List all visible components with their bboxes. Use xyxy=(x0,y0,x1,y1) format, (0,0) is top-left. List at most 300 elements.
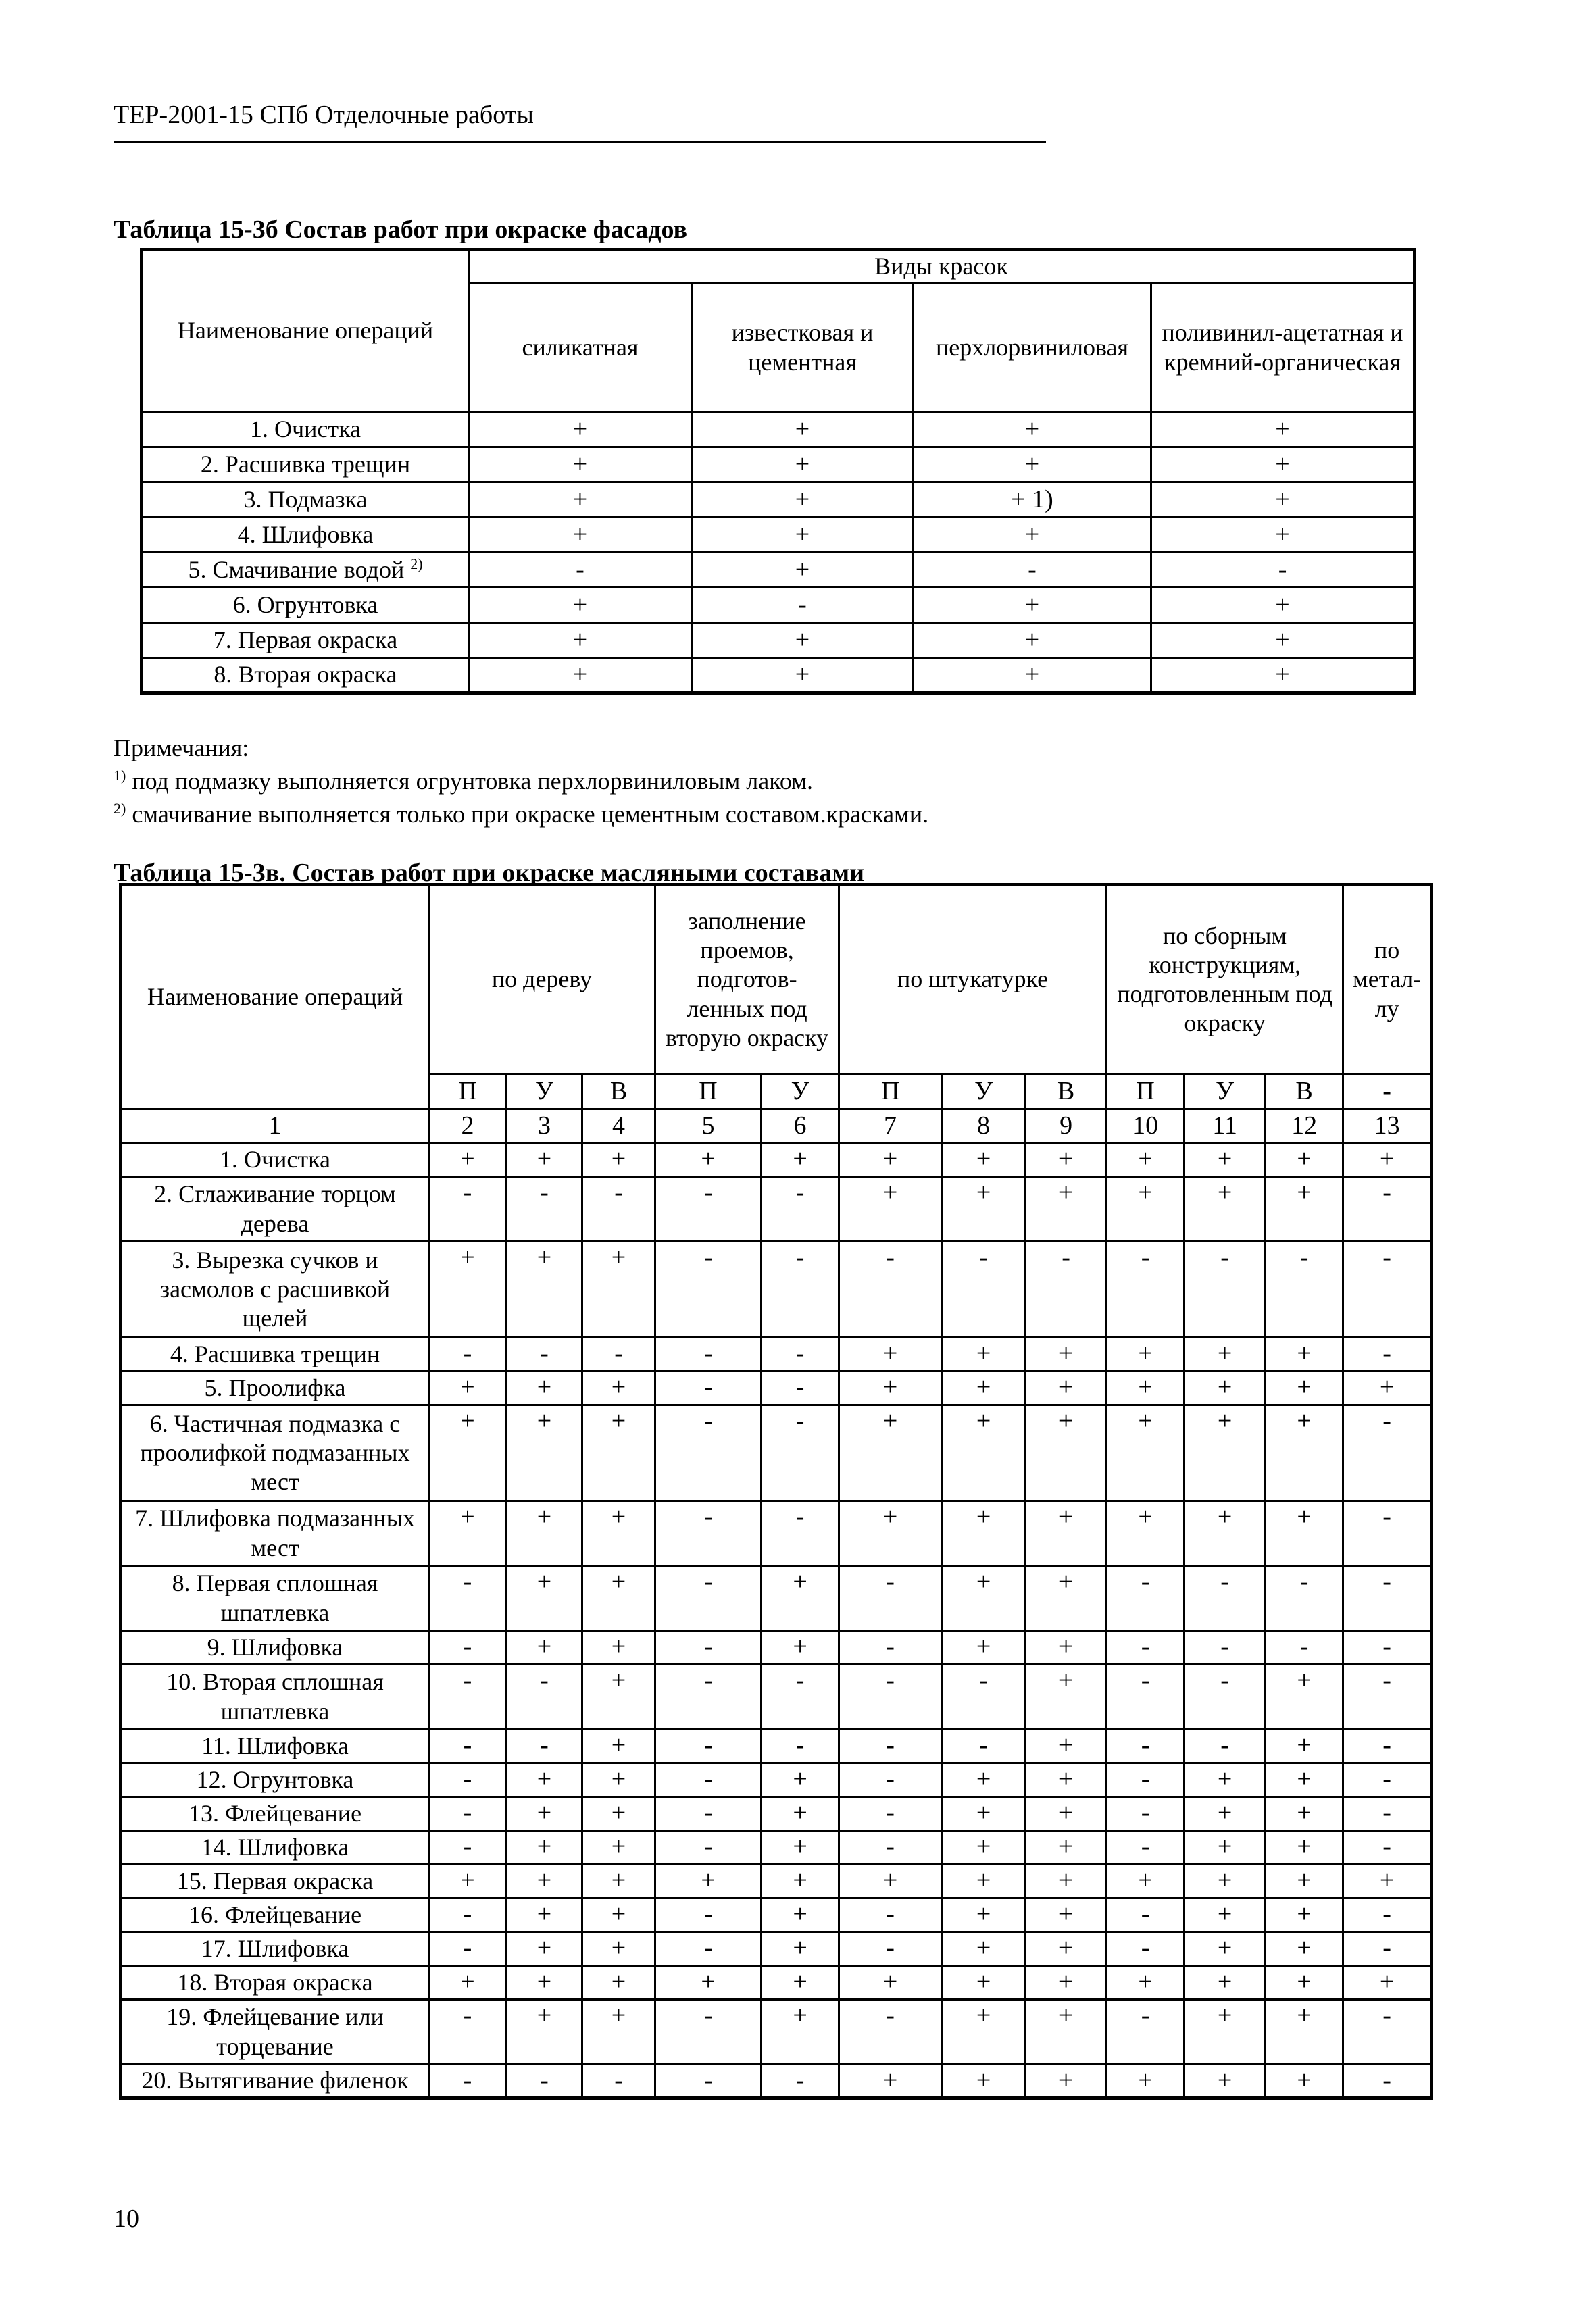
t2-cell: + xyxy=(429,1143,507,1177)
t1-row-label: 3. Подмазка xyxy=(243,485,368,513)
t2-cell: - xyxy=(839,1730,942,1763)
t2-cell: + xyxy=(1107,1143,1184,1177)
t1-row xyxy=(142,482,1415,518)
t2-cell: - xyxy=(655,1501,762,1566)
t2-cell: + xyxy=(582,2000,655,2065)
t1-cell: + xyxy=(1151,658,1415,693)
t1-row xyxy=(142,588,1415,623)
t1-row xyxy=(142,447,1415,482)
t2-cell: - xyxy=(1343,2000,1432,2065)
t2-cell: + xyxy=(1026,1797,1107,1831)
t2-cell: - xyxy=(1343,1242,1432,1338)
t2-cell: - xyxy=(762,1338,839,1372)
t2-cell: - xyxy=(1343,1831,1432,1865)
t2-cell: - xyxy=(655,2065,762,2098)
t2-cell: + xyxy=(582,1501,655,1566)
t2-cell: + xyxy=(839,1865,942,1898)
t2-cell: - xyxy=(1107,1763,1184,1797)
t2-cell: - xyxy=(762,1730,839,1763)
note-mark: 2) xyxy=(114,799,126,817)
t2-cell: - xyxy=(655,1898,762,1932)
t2-cell: + xyxy=(1026,1763,1107,1797)
t1-cell: + xyxy=(1151,412,1415,447)
t1-cell: - xyxy=(692,588,914,623)
t2-cell: + xyxy=(762,1865,839,1898)
t2-row-name: 15. Первая окраска xyxy=(121,1865,429,1898)
t2-group-header: по дереву xyxy=(429,885,655,1074)
t2-row xyxy=(121,1831,1432,1865)
t2-row xyxy=(121,1372,1432,1405)
t2-cell: + xyxy=(1343,1865,1432,1898)
t2-cell: + xyxy=(942,1143,1026,1177)
t2-cell: + xyxy=(1107,1177,1184,1242)
t2-cell: - xyxy=(655,1797,762,1831)
t2-cell: + xyxy=(1184,1865,1266,1898)
t2-cell: - xyxy=(1107,1566,1184,1631)
t2-cell: + xyxy=(1184,1797,1266,1831)
t2-cell: + xyxy=(942,1932,1026,1966)
t2-subheader: П xyxy=(429,1074,507,1109)
t1-cell: + 1) xyxy=(914,482,1151,518)
t2-row xyxy=(121,1338,1432,1372)
t2-cell: - xyxy=(429,1177,507,1242)
t2-cell: + xyxy=(582,1966,655,2000)
t2-cell: + xyxy=(1266,1865,1343,1898)
t2-cell: - xyxy=(1107,1831,1184,1865)
t2-cell: - xyxy=(1184,1730,1266,1763)
t2-number-row xyxy=(121,1109,1432,1143)
t2-cell: + xyxy=(507,1797,582,1831)
t2-cell: - xyxy=(839,1898,942,1932)
t1-cell: + xyxy=(469,588,692,623)
t1-cell: + xyxy=(914,412,1151,447)
t2-cell: + xyxy=(582,1831,655,1865)
t2-cell: - xyxy=(1184,1242,1266,1338)
t2-cell: + xyxy=(942,1338,1026,1372)
t2-cell: + xyxy=(942,1405,1026,1501)
t2-row-name: 9. Шлифовка xyxy=(121,1631,429,1665)
t2-cell: + xyxy=(762,1631,839,1665)
table1-title: Таблица 15-3б Состав работ при окраске фасадов xyxy=(114,216,688,244)
t2-cell: - xyxy=(429,1763,507,1797)
t2-cell: - xyxy=(655,1932,762,1966)
t2-subheader: - xyxy=(1343,1074,1432,1109)
t2-cell: - xyxy=(429,1898,507,1932)
t2-cell: - xyxy=(582,1177,655,1242)
t2-cell: + xyxy=(429,1405,507,1501)
t1-cell: + xyxy=(692,553,914,588)
t1-row-label: 6. Огрунтовка xyxy=(232,590,378,618)
t2-cell: + xyxy=(582,1763,655,1797)
t2-cell: - xyxy=(839,1566,942,1631)
t2-cell: + xyxy=(762,1797,839,1831)
t2-cell: + xyxy=(942,1501,1026,1566)
t2-cell: - xyxy=(1343,1338,1432,1372)
t2-cell: + xyxy=(1343,1143,1432,1177)
t2-cell: - xyxy=(762,1372,839,1405)
t2-cell: + xyxy=(429,1865,507,1898)
t1-cell: + xyxy=(692,518,914,553)
t1-cell: + xyxy=(469,623,692,658)
t2-cell: + xyxy=(1184,1966,1266,2000)
t2-cell: - xyxy=(507,1730,582,1763)
t2-cell: + xyxy=(1026,1372,1107,1405)
t1-row-label: 4. Шлифовка xyxy=(237,520,374,548)
t2-cell: + xyxy=(942,1177,1026,1242)
t2-cell: + xyxy=(1184,1372,1266,1405)
t2-cell: + xyxy=(507,1966,582,2000)
t2-cell: + xyxy=(507,1242,582,1338)
t2-cell: + xyxy=(582,1631,655,1665)
t2-cell: - xyxy=(1343,1730,1432,1763)
t2-cell: - xyxy=(1266,1242,1343,1338)
t1-cell: + xyxy=(1151,447,1415,482)
t2-cell: + xyxy=(1266,1501,1343,1566)
t2-cell: + xyxy=(942,1763,1026,1797)
t2-cell: + xyxy=(1026,1730,1107,1763)
t2-cell: - xyxy=(507,1665,582,1730)
t2-col-number: 4 xyxy=(582,1109,655,1143)
t2-cell: + xyxy=(1343,1372,1432,1405)
t2-cell: + xyxy=(762,1143,839,1177)
t2-cell: + xyxy=(507,1898,582,1932)
t1-cell: + xyxy=(914,447,1151,482)
t2-cell: + xyxy=(507,1932,582,1966)
t2-col-number: 10 xyxy=(1107,1109,1184,1143)
header-rule xyxy=(114,141,1046,143)
t2-group-header: заполнение проемов, подготов-ленных под вторую окраску xyxy=(655,885,839,1074)
t2-cell: + xyxy=(762,1966,839,2000)
t2-cell: + xyxy=(1266,1763,1343,1797)
t2-col-number: 3 xyxy=(507,1109,582,1143)
t2-cell: + xyxy=(1266,1143,1343,1177)
t2-cell: + xyxy=(507,1865,582,1898)
t2-cell: - xyxy=(1266,1631,1343,1665)
t2-cell: + xyxy=(1107,2065,1184,2098)
footnote-mark: 2) xyxy=(410,555,423,572)
t2-cell: - xyxy=(429,1831,507,1865)
t1-row-name xyxy=(142,658,469,693)
t2-cell: + xyxy=(1266,1797,1343,1831)
t2-cell: - xyxy=(655,1566,762,1631)
t2-cell: - xyxy=(655,1763,762,1797)
t2-cell: + xyxy=(1026,2000,1107,2065)
t1-header-row-1 xyxy=(142,250,1415,284)
t2-cell: + xyxy=(1026,1566,1107,1631)
t2-cell: - xyxy=(507,1338,582,1372)
t2-cell: + xyxy=(507,1831,582,1865)
notes xyxy=(114,732,928,831)
t1-row-name xyxy=(142,588,469,623)
t2-col-number: 12 xyxy=(1266,1109,1343,1143)
t1-col-header: силикатная xyxy=(469,284,692,412)
t2-cell: - xyxy=(1184,1631,1266,1665)
t1-cell: + xyxy=(692,623,914,658)
t2-cell: + xyxy=(655,1966,762,2000)
t2-row xyxy=(121,1730,1432,1763)
t1-cell: + xyxy=(914,658,1151,693)
t2-cell: - xyxy=(582,2065,655,2098)
t2-cell: + xyxy=(582,1932,655,1966)
t2-subheader: У xyxy=(762,1074,839,1109)
t2-cell: + xyxy=(507,1631,582,1665)
t2-cell: - xyxy=(507,2065,582,2098)
table2-oil-painting xyxy=(119,883,1433,2100)
t2-cell: - xyxy=(655,1338,762,1372)
t2-subheader: У xyxy=(507,1074,582,1109)
t2-row xyxy=(121,1898,1432,1932)
t1-row-label: 2. Расшивка трещин xyxy=(200,450,411,478)
t2-cell: - xyxy=(839,1763,942,1797)
t1-cell: + xyxy=(692,482,914,518)
t2-cell: - xyxy=(1343,1566,1432,1631)
t2-cell: + xyxy=(942,1966,1026,2000)
t2-col-number: 8 xyxy=(942,1109,1026,1143)
t2-cell: + xyxy=(1266,2065,1343,2098)
t1-cell: + xyxy=(469,447,692,482)
t2-cell: - xyxy=(1107,1631,1184,1665)
t2-cell: + xyxy=(1026,1665,1107,1730)
t2-cell: + xyxy=(507,2000,582,2065)
t2-cell: - xyxy=(1343,1665,1432,1730)
notes-title: Примечания: xyxy=(114,734,249,761)
t2-cell: + xyxy=(1184,2000,1266,2065)
t2-cell: - xyxy=(429,1730,507,1763)
table2-title: Таблица 15-3в. Состав работ при окраске масляными составами xyxy=(114,859,864,887)
t2-row xyxy=(121,1665,1432,1730)
t2-cell: + xyxy=(582,1242,655,1338)
t2-cell: + xyxy=(507,1405,582,1501)
t2-cell: + xyxy=(1343,1966,1432,2000)
t2-row-name: 3. Вырезка сучков и засмолов с расшивкой щелей xyxy=(121,1242,429,1338)
t2-cell: - xyxy=(429,2000,507,2065)
t2-row-name: 13. Флейцевание xyxy=(121,1797,429,1831)
t2-cell: + xyxy=(1026,1631,1107,1665)
t2-cell: - xyxy=(1107,1898,1184,1932)
t2-cell: + xyxy=(1266,1831,1343,1865)
t2-cell: + xyxy=(507,1763,582,1797)
t2-subheader: В xyxy=(1266,1074,1343,1109)
t2-cell: - xyxy=(429,1566,507,1631)
t2-cell: + xyxy=(1107,1865,1184,1898)
t2-cell: + xyxy=(1026,1966,1107,2000)
t2-cell: - xyxy=(1266,1566,1343,1631)
t1-cell: + xyxy=(914,623,1151,658)
t1-cell: + xyxy=(914,518,1151,553)
t2-cell: + xyxy=(1184,1143,1266,1177)
t2-cell: + xyxy=(1107,1501,1184,1566)
t1-row xyxy=(142,658,1415,693)
t2-cell: - xyxy=(1184,1566,1266,1631)
t1-row-label: 1. Очистка xyxy=(249,415,361,443)
t2-cell: + xyxy=(1026,1338,1107,1372)
t1-row-label: 5. Смачивание водой xyxy=(188,555,405,583)
t2-cell: + xyxy=(942,1631,1026,1665)
t1-cell: + xyxy=(692,658,914,693)
t2-cell: + xyxy=(942,1372,1026,1405)
t1-cell: + xyxy=(692,447,914,482)
t2-cell: + xyxy=(582,1797,655,1831)
t2-cell: + xyxy=(762,1898,839,1932)
t1-op-header: Наименование операций xyxy=(142,250,469,412)
document-header: ТЕР-2001-15 СПб Отделочные работы xyxy=(114,101,534,129)
t2-cell: - xyxy=(1343,1631,1432,1665)
t2-cell: + xyxy=(1266,2000,1343,2065)
note-item xyxy=(114,765,928,798)
t1-cell: + xyxy=(692,412,914,447)
t2-cell: + xyxy=(1266,1932,1343,1966)
t2-col-number: 5 xyxy=(655,1109,762,1143)
t2-cell: - xyxy=(429,1665,507,1730)
t1-col-header: известковая и цементная xyxy=(692,284,914,412)
t2-cell: - xyxy=(762,1665,839,1730)
t2-row-name: 16. Флейцевание xyxy=(121,1898,429,1932)
t2-cell: + xyxy=(655,1143,762,1177)
t2-cell: + xyxy=(429,1966,507,2000)
t1-cell: - xyxy=(914,553,1151,588)
t1-row-label: 7. Первая окраска xyxy=(213,626,398,653)
table1-facade-painting xyxy=(140,248,1416,695)
t2-col-number: 13 xyxy=(1343,1109,1432,1143)
t2-cell: - xyxy=(1107,1797,1184,1831)
t2-subheader: У xyxy=(942,1074,1026,1109)
t1-cell: + xyxy=(469,482,692,518)
t2-cell: + xyxy=(1184,1932,1266,1966)
t2-cell: - xyxy=(655,1730,762,1763)
t2-row xyxy=(121,2065,1432,2098)
t2-cell: - xyxy=(582,1338,655,1372)
t2-row-name: 11. Шлифовка xyxy=(121,1730,429,1763)
t2-cell: - xyxy=(839,1831,942,1865)
t1-row xyxy=(142,553,1415,588)
t2-cell: + xyxy=(839,1177,942,1242)
t2-cell: - xyxy=(655,1242,762,1338)
t2-col-number: 2 xyxy=(429,1109,507,1143)
t2-cell: + xyxy=(1266,1405,1343,1501)
t2-subheader: П xyxy=(839,1074,942,1109)
t2-col-number: 6 xyxy=(762,1109,839,1143)
t1-row xyxy=(142,518,1415,553)
t2-row xyxy=(121,1501,1432,1566)
t2-cell: - xyxy=(942,1665,1026,1730)
t2-cell: - xyxy=(1107,2000,1184,2065)
t2-cell: + xyxy=(942,1566,1026,1631)
t2-cell: - xyxy=(429,1797,507,1831)
t2-cell: + xyxy=(839,2065,942,2098)
t2-row-name: 6. Частичная подмазка с проолифкой подмазанных мест xyxy=(121,1405,429,1501)
t2-cell: - xyxy=(429,1631,507,1665)
t2-cell: - xyxy=(1107,1730,1184,1763)
t2-cell: - xyxy=(655,2000,762,2065)
t2-cell: - xyxy=(1343,1501,1432,1566)
t2-cell: + xyxy=(839,1405,942,1501)
t2-cell: + xyxy=(1026,1898,1107,1932)
t2-row xyxy=(121,1177,1432,1242)
t2-cell: - xyxy=(1107,1242,1184,1338)
t2-cell: + xyxy=(1184,1405,1266,1501)
t2-cell: + xyxy=(942,1865,1026,1898)
t2-cell: + xyxy=(1184,2065,1266,2098)
t2-cell: - xyxy=(942,1730,1026,1763)
t2-subheader: У xyxy=(1184,1074,1266,1109)
t2-cell: + xyxy=(655,1865,762,1898)
t2-cell: - xyxy=(1343,1763,1432,1797)
t2-row-name: 17. Шлифовка xyxy=(121,1932,429,1966)
t2-cell: + xyxy=(762,1932,839,1966)
t2-cell: + xyxy=(1026,2065,1107,2098)
t2-cell: + xyxy=(1107,1338,1184,1372)
t2-cell: + xyxy=(942,1898,1026,1932)
t2-cell: + xyxy=(507,1143,582,1177)
t2-cell: + xyxy=(839,1372,942,1405)
t2-cell: + xyxy=(1026,1501,1107,1566)
t2-cell: + xyxy=(1107,1966,1184,2000)
t2-col-number: 7 xyxy=(839,1109,942,1143)
t1-row xyxy=(142,623,1415,658)
t2-cell: - xyxy=(1026,1242,1107,1338)
t2-subheader: В xyxy=(582,1074,655,1109)
t2-cell: + xyxy=(582,1143,655,1177)
t2-row xyxy=(121,1797,1432,1831)
t2-cell: - xyxy=(762,1242,839,1338)
t1-row-name xyxy=(142,623,469,658)
t2-row xyxy=(121,1143,1432,1177)
note-mark: 1) xyxy=(114,766,126,784)
t2-cell: + xyxy=(582,1865,655,1898)
t2-row xyxy=(121,1631,1432,1665)
t2-cell: - xyxy=(655,1665,762,1730)
t2-cell: + xyxy=(762,1566,839,1631)
t2-row-name: 2. Сглаживание торцом дерева xyxy=(121,1177,429,1242)
t1-cell: - xyxy=(469,553,692,588)
t2-cell: - xyxy=(1107,1932,1184,1966)
t2-cell: + xyxy=(839,1966,942,2000)
t2-header-row-1 xyxy=(121,885,1432,1074)
t2-cell: - xyxy=(839,1665,942,1730)
t1-cell: + xyxy=(1151,482,1415,518)
note-item xyxy=(114,798,928,831)
t2-cell: + xyxy=(942,2000,1026,2065)
t2-row xyxy=(121,1966,1432,2000)
t2-cell: - xyxy=(655,1631,762,1665)
t2-cell: + xyxy=(1184,1763,1266,1797)
t2-cell: - xyxy=(429,2065,507,2098)
t2-cell: - xyxy=(655,1405,762,1501)
t2-row-name: 12. Огрунтовка xyxy=(121,1763,429,1797)
t1-row-name xyxy=(142,553,469,588)
t2-row-name: 8. Первая сплошная шпатлевка xyxy=(121,1566,429,1631)
t2-cell: - xyxy=(762,1405,839,1501)
page-number: 10 xyxy=(114,2205,139,2233)
t1-cell: + xyxy=(1151,518,1415,553)
t2-cell: - xyxy=(762,1177,839,1242)
t2-cell: - xyxy=(762,2065,839,2098)
t2-cell: - xyxy=(839,1242,942,1338)
t2-cell: + xyxy=(839,1501,942,1566)
t2-cell: + xyxy=(1184,1177,1266,1242)
t2-row xyxy=(121,1865,1432,1898)
t2-group-header: по сборным конструкциям, подготовленным под окраску xyxy=(1107,885,1343,1074)
t2-cell: + xyxy=(1026,1831,1107,1865)
t2-group-header: по штукатурке xyxy=(839,885,1107,1074)
t2-cell: + xyxy=(839,1338,942,1372)
t1-cell: + xyxy=(469,658,692,693)
t2-row xyxy=(121,2000,1432,2065)
t2-col-number: 1 xyxy=(121,1109,429,1143)
t2-row-name: 1. Очистка xyxy=(121,1143,429,1177)
t2-cell: + xyxy=(1266,1730,1343,1763)
t2-cell: + xyxy=(1266,1966,1343,2000)
